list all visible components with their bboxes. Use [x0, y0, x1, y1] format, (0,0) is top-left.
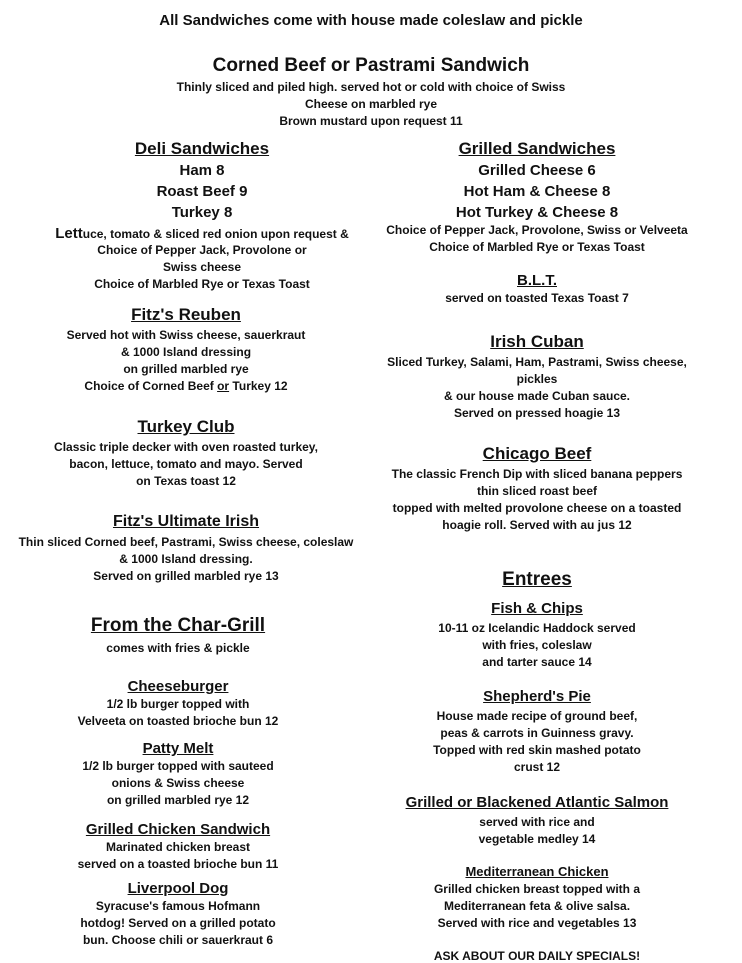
ultimate-irish-desc-1: Thin sliced Corned beef, Pastrami, Swiss cheese, coleslaw	[18, 535, 354, 549]
deli-desc-1: Lettuce, tomato & sliced red onion upon request &	[55, 225, 349, 242]
fish-chips-title: Fish & Chips	[491, 600, 583, 617]
salmon-desc-1: served with rice and	[479, 815, 595, 829]
reuben-desc-1: Served hot with Swiss cheese, sauerkraut	[66, 328, 306, 342]
irish-cuban-desc-3: & our house made Cuban sauce.	[443, 389, 631, 403]
coleslaw-note: All Sandwiches come with house made coleslaw and pickle	[159, 12, 583, 29]
mediterranean-chicken-desc-3: Served with rice and vegetables 13	[437, 916, 637, 930]
corned-beef-desc-1: Thinly sliced and piled high. served hot or cold with choice of Swiss	[176, 80, 566, 94]
irish-cuban-desc-2: pickles	[516, 372, 558, 386]
reuben-title: Fitz's Reuben	[131, 305, 241, 324]
liverpool-dog-desc-3: bun. Choose chili or sauerkraut 6	[82, 933, 274, 947]
ultimate-irish-title: Fitz's Ultimate Irish	[112, 513, 260, 530]
mediterranean-chicken-desc-1: Grilled chicken breast topped with a	[433, 882, 641, 896]
char-grill-title: From the Char-Grill	[90, 615, 266, 636]
char-grill-subtitle: comes with fries & pickle	[106, 641, 250, 655]
ultimate-irish-desc-2: & 1000 Island dressing.	[119, 552, 253, 566]
grilled-desc-2: Choice of Marbled Rye or Texas Toast	[429, 240, 645, 254]
left-column	[0, 0, 372, 960]
irish-cuban-desc-4: Served on pressed hoagie 13	[453, 406, 621, 420]
deli-desc-3: Swiss cheese	[162, 260, 242, 274]
shepherds-pie-desc-1: House made recipe of ground beef,	[436, 709, 638, 723]
fish-chips-desc-2: with fries, coleslaw	[482, 638, 592, 652]
chicago-beef-title: Chicago Beef	[482, 444, 592, 463]
chicago-beef-desc-4: hoagie roll. Served with au jus 12	[442, 518, 632, 532]
grilled-title: Grilled Sandwiches	[458, 139, 616, 158]
liverpool-dog-desc-1: Syracuse's famous Hofmann	[95, 899, 261, 913]
cheeseburger-title: Cheeseburger	[127, 678, 229, 695]
shepherds-pie-title: Shepherd's Pie	[483, 688, 591, 705]
deli-item-ham: Ham 8	[179, 162, 225, 179]
mediterranean-chicken-desc-2: Mediterranean feta & olive salsa.	[443, 899, 631, 913]
shepherds-pie-desc-4: crust 12	[513, 760, 561, 774]
liverpool-dog-desc-2: hotdog! Served on a grilled potato	[80, 916, 276, 930]
shepherds-pie-desc-3: Topped with red skin mashed potato	[433, 743, 641, 757]
patty-melt-desc-1: 1/2 lb burger topped with sauteed	[82, 759, 274, 773]
deli-item-roast-beef: Roast Beef 9	[156, 183, 248, 200]
daily-specials-note: ASK ABOUT OUR DAILY SPECIALS!	[433, 949, 641, 963]
grilled-desc-1: Choice of Pepper Jack, Provolone, Swiss or Velveeta	[386, 223, 688, 237]
grilled-item-cheese: Grilled Cheese 6	[478, 162, 596, 179]
right-column	[372, 0, 702, 963]
patty-melt-title: Patty Melt	[142, 740, 214, 757]
blt-title: B.L.T.	[517, 272, 557, 289]
turkey-club-desc-2: bacon, lettuce, tomato and mayo. Served	[69, 457, 303, 471]
turkey-club-desc-3: on Texas toast 12	[136, 474, 236, 488]
fish-chips-desc-1: 10-11 oz Icelandic Haddock served	[438, 621, 636, 635]
reuben-desc-2: & 1000 Island dressing	[120, 345, 252, 359]
irish-cuban-title: Irish Cuban	[490, 332, 584, 351]
grilled-chicken-sandwich-desc-2: served on a toasted brioche bun 11	[77, 857, 279, 871]
patty-melt-desc-2: onions & Swiss cheese	[111, 776, 245, 790]
turkey-club-desc-1: Classic triple decker with oven roasted turkey,	[54, 440, 318, 454]
patty-melt-desc-3: on grilled marbled rye 12	[106, 793, 250, 807]
mediterranean-chicken-title: Mediterranean Chicken	[465, 864, 609, 879]
salmon-desc-2: vegetable medley 14	[478, 832, 596, 846]
chicago-beef-desc-3: topped with melted provolone cheese on a toasted	[392, 501, 682, 515]
blt-desc: served on toasted Texas Toast 7	[445, 291, 629, 305]
deli-desc-2: Choice of Pepper Jack, Provolone or	[97, 243, 307, 257]
grilled-item-turkey-cheese: Hot Turkey & Cheese 8	[455, 204, 619, 221]
irish-cuban-desc-1: Sliced Turkey, Salami, Ham, Pastrami, Swiss cheese,	[387, 355, 687, 369]
reuben-desc-4: Choice of Corned Beef or Turkey 12	[84, 379, 288, 393]
shepherds-pie-desc-2: peas & carrots in Guinness gravy.	[440, 726, 634, 740]
grilled-chicken-sandwich-title: Grilled Chicken Sandwich	[85, 821, 271, 838]
corned-beef-desc-2: Cheese on marbled rye	[304, 97, 438, 111]
ultimate-irish-desc-3: Served on grilled marbled rye 13	[93, 569, 279, 583]
grilled-chicken-sandwich-desc-1: Marinated chicken breast	[105, 840, 251, 854]
liverpool-dog-title: Liverpool Dog	[127, 880, 229, 897]
grilled-item-ham-cheese: Hot Ham & Cheese 8	[463, 183, 611, 200]
corned-beef-title: Corned Beef or Pastrami Sandwich	[212, 55, 530, 76]
fish-chips-desc-3: and tarter sauce 14	[482, 655, 592, 669]
deli-item-turkey: Turkey 8	[171, 204, 233, 221]
deli-title: Deli Sandwiches	[134, 139, 270, 158]
cheeseburger-desc-2: Velveeta on toasted brioche bun 12	[77, 714, 279, 728]
corned-beef-desc-3: Brown mustard upon request 11	[279, 114, 463, 128]
entrees-title: Entrees	[502, 569, 572, 590]
turkey-club-title: Turkey Club	[137, 417, 235, 436]
chicago-beef-desc-1: The classic French Dip with sliced banana peppers	[391, 467, 683, 481]
cheeseburger-desc-1: 1/2 lb burger topped with	[106, 697, 250, 711]
salmon-title: Grilled or Blackened Atlantic Salmon	[405, 794, 669, 811]
chicago-beef-desc-2: thin sliced roast beef	[476, 484, 598, 498]
deli-desc-4: Choice of Marbled Rye or Texas Toast	[94, 277, 310, 291]
reuben-desc-3: on grilled marbled rye	[123, 362, 249, 376]
